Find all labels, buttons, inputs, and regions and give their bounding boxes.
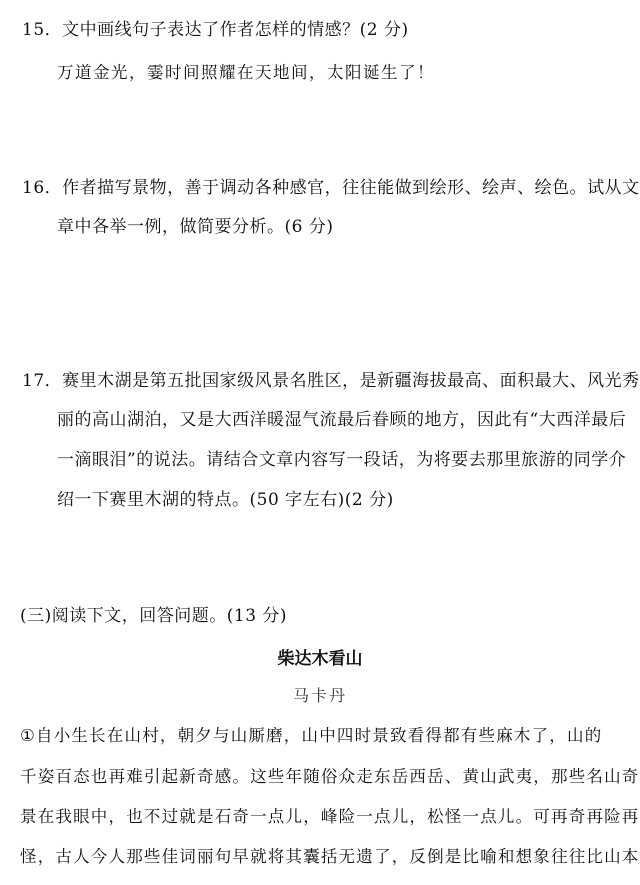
section-3-heading: (三)阅读下文，回答问题。(13 分) [20, 606, 288, 626]
question-17-line-4: 绍一下赛里木湖的特点。(50 字左右)(2 分) [57, 490, 394, 510]
question-16-line-1: 16．作者描写景物，善于调动各种感官，往往能做到绘形、绘声、绘色。试从文 [22, 178, 640, 198]
article-title: 柴达木看山 [277, 649, 363, 669]
question-17-line-2: 丽的高山湖泊，又是大西洋暖湿气流最后眷顾的地方，因此有“大西洋最后 [57, 410, 627, 430]
question-17-line-1: 17．赛里木湖是第五批国家级风景名胜区，是新疆海拔最高、面积最大、风光秀 [22, 371, 640, 391]
article-paragraph-1-line-1: ①自小生长在山村，朝夕与山厮磨，山中四时景致看得都有些麻木了，山的 [20, 726, 603, 745]
article-paragraph-1-line-2: 千姿百态也再难引起新奇感。这些年随俗众走东岳西岳、黄山武夷，那些名山奇 [20, 767, 640, 786]
question-16-line-2: 章中各举一例，做简要分析。(6 分) [57, 217, 334, 237]
question-17-line-3: 一滴眼泪”的说法。请结合文章内容写一段话，为将要去那里旅游的同学介 [57, 450, 627, 470]
article-author: 马卡丹 [292, 686, 347, 705]
article-paragraph-1-line-3: 景在我眼中，也不过就是石奇一点儿，峰险一点儿，松怪一点儿。可再奇再险再 [20, 807, 640, 826]
question-15: 15．文中画线句子表达了作者怎样的情感？(2 分) [22, 20, 409, 40]
article-paragraph-1-line-4: 怪，古人今人那些佳词丽句早就将其囊括无遗了，反倒是比喻和想象往往比山本 [20, 847, 640, 866]
question-15-quote: 万道金光，霎时间照耀在天地间，太阳诞生了！ [57, 63, 435, 82]
